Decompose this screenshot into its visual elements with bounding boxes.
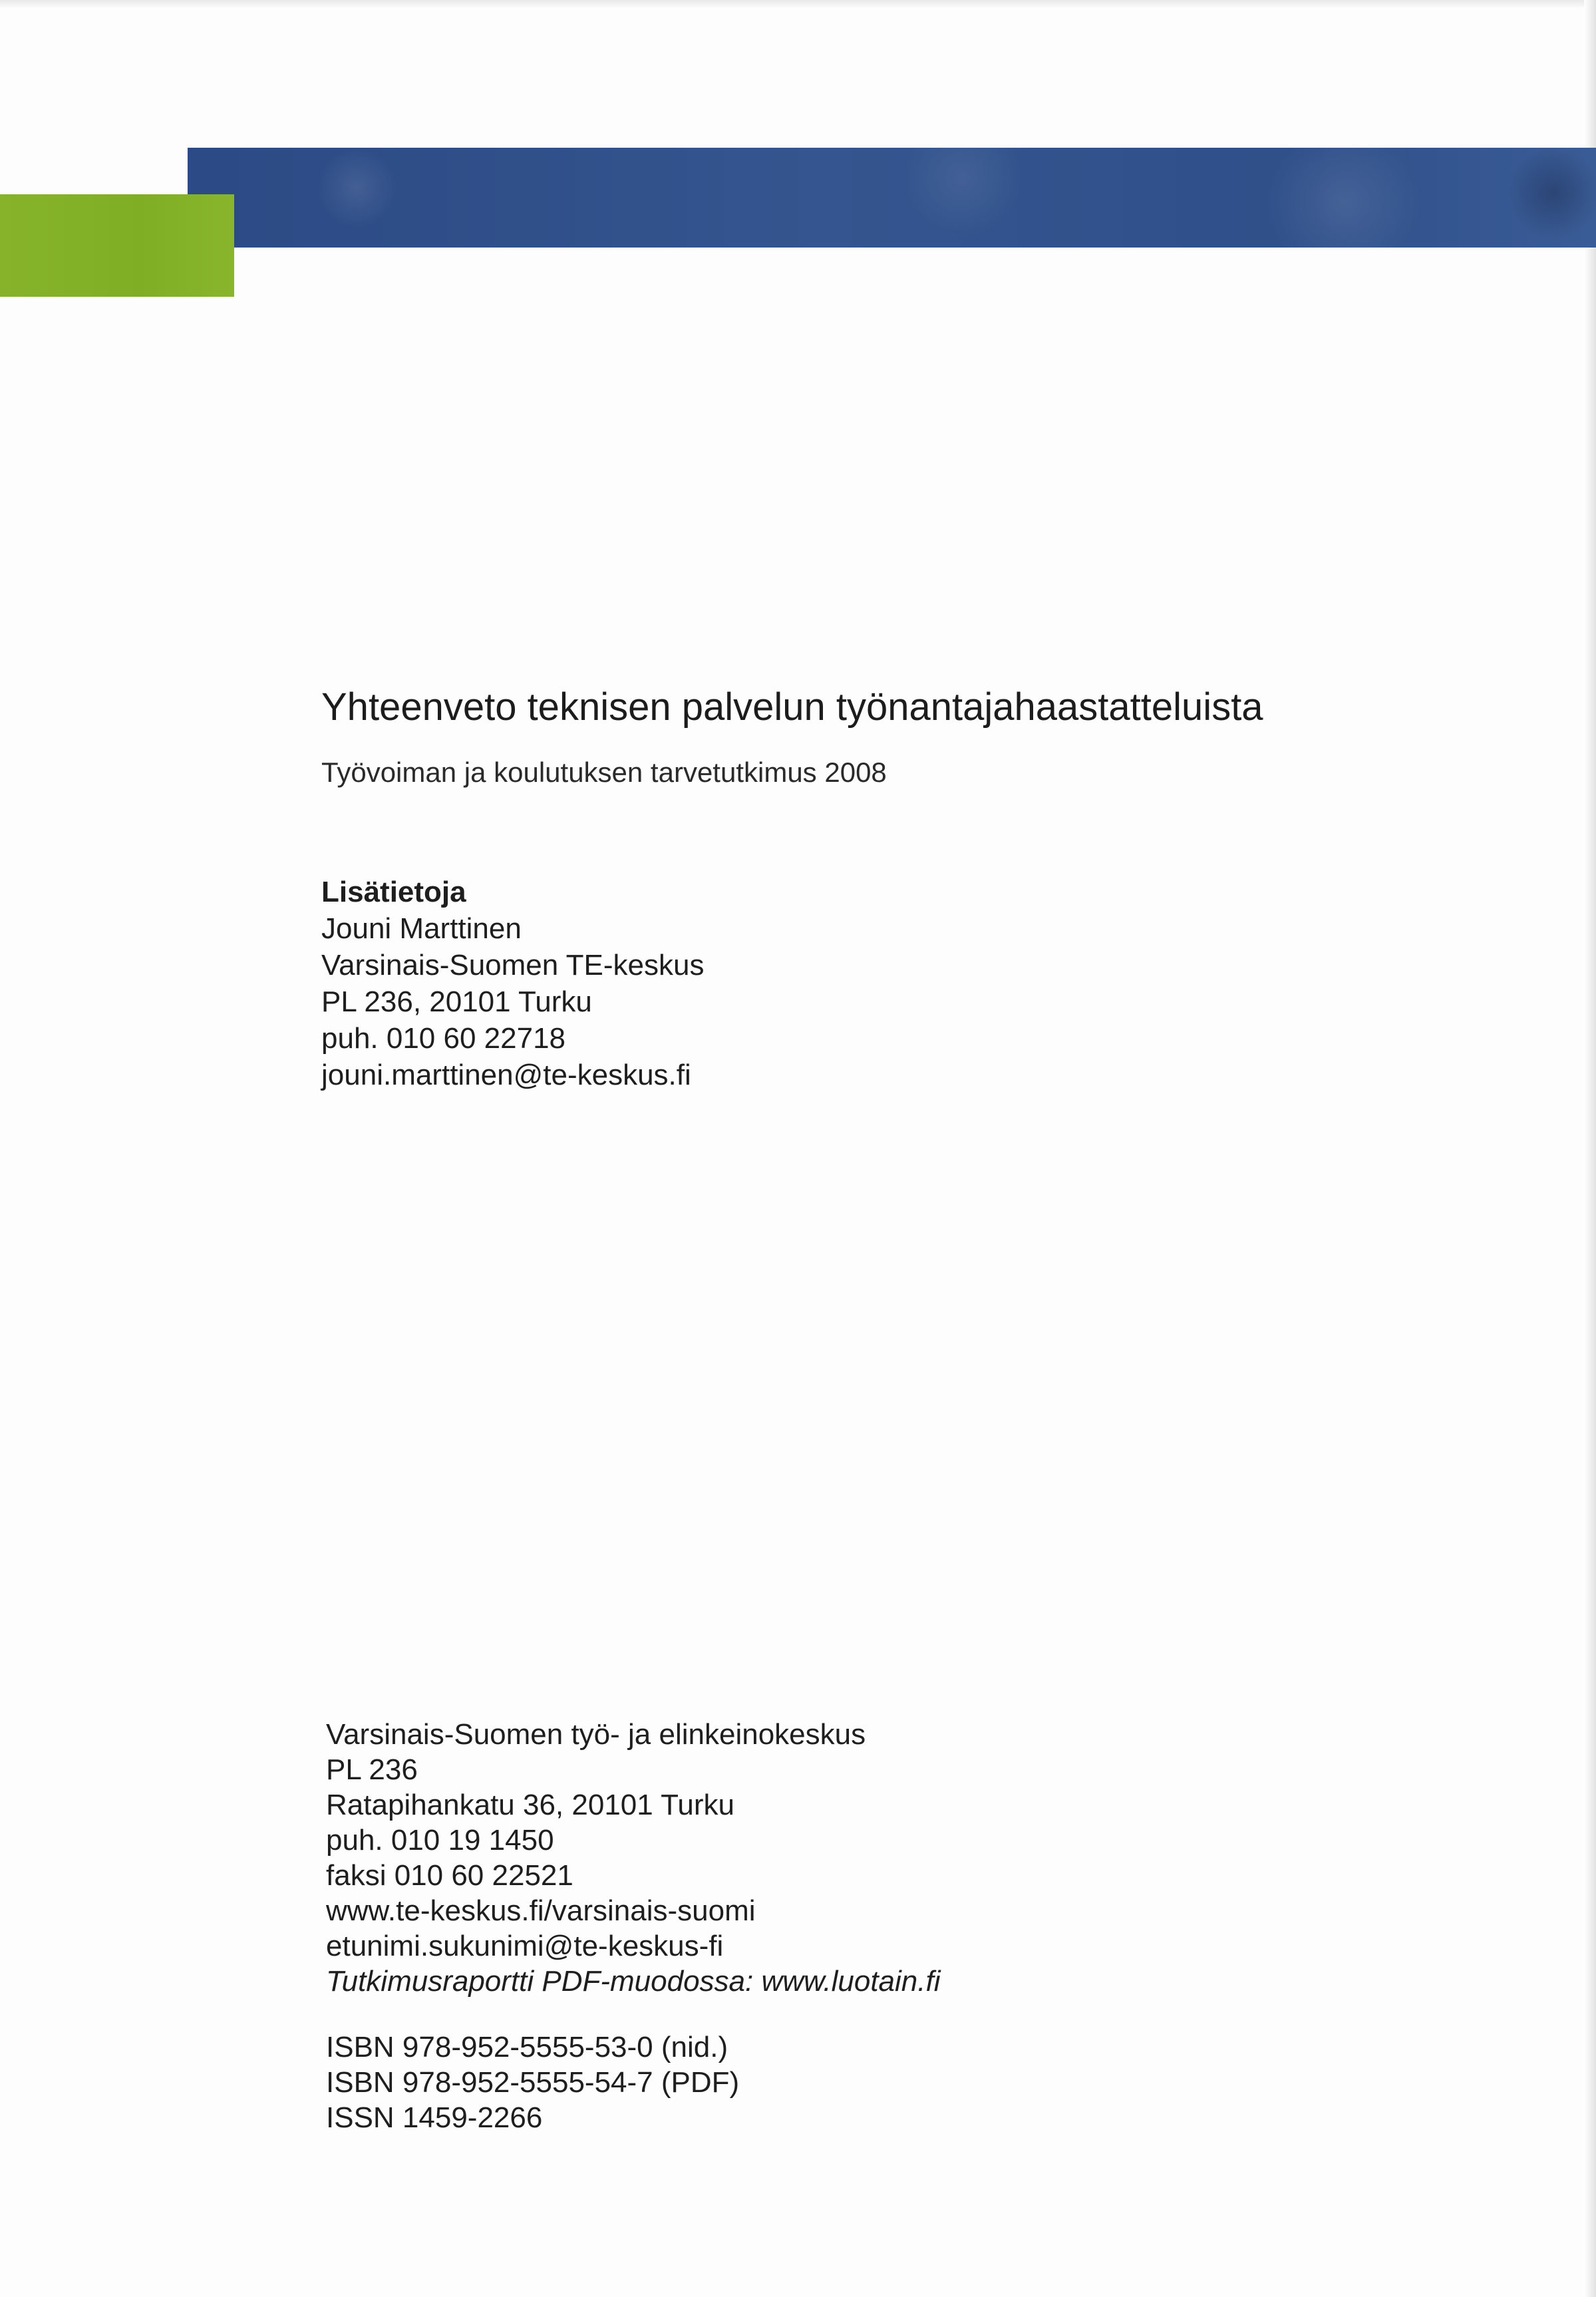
- contact-name: Jouni Marttinen: [321, 912, 522, 945]
- contact-organization: Varsinais-Suomen TE-keskus: [321, 949, 705, 981]
- document-subtitle: Työvoiman ja koulutuksen tarvetutkimus 2008: [321, 757, 887, 788]
- publisher-street: Ratapihankatu 36, 20101 Turku: [326, 1789, 735, 1821]
- scan-top-edge: [0, 0, 1596, 9]
- report-pdf-note: Tutkimusraportti PDF-muodossa: www.luotain.fi: [326, 1965, 941, 1998]
- header-blue-band-texture: [188, 148, 1596, 248]
- publisher-fax: faksi 010 60 22521: [326, 1859, 573, 1892]
- isbn-pdf: ISBN 978-952-5555-54-7 (PDF): [326, 2066, 740, 2099]
- issn: ISSN 1459-2266: [326, 2101, 543, 2134]
- publisher-email-format: etunimi.sukunimi@te-keskus-fi: [326, 1930, 724, 1962]
- contact-phone: puh. 010 60 22718: [321, 1022, 566, 1055]
- header-green-block: [0, 194, 234, 297]
- publisher-website: www.te-keskus.fi/varsinais-suomi: [326, 1894, 756, 1927]
- publication-identifiers: [326, 2030, 739, 2135]
- publisher-name: Varsinais-Suomen työ- ja elinkeinokeskus: [326, 1718, 866, 1751]
- contact-heading: Lisätietoja: [321, 876, 466, 908]
- contact-email: jouni.marttinen@te-keskus.fi: [321, 1059, 691, 1091]
- document-title: Yhteenveto teknisen palvelun työnantajahaastatteluista: [321, 685, 1263, 729]
- isbn-print: ISBN 978-952-5555-53-0 (nid.): [326, 2031, 728, 2063]
- contact-info: [321, 874, 704, 1093]
- publisher-phone: puh. 010 19 1450: [326, 1824, 554, 1856]
- publisher-info: [326, 1717, 940, 1999]
- scan-right-edge: [1584, 0, 1596, 2297]
- publisher-po-box: PL 236: [326, 1753, 418, 1786]
- contact-address: PL 236, 20101 Turku: [321, 985, 592, 1018]
